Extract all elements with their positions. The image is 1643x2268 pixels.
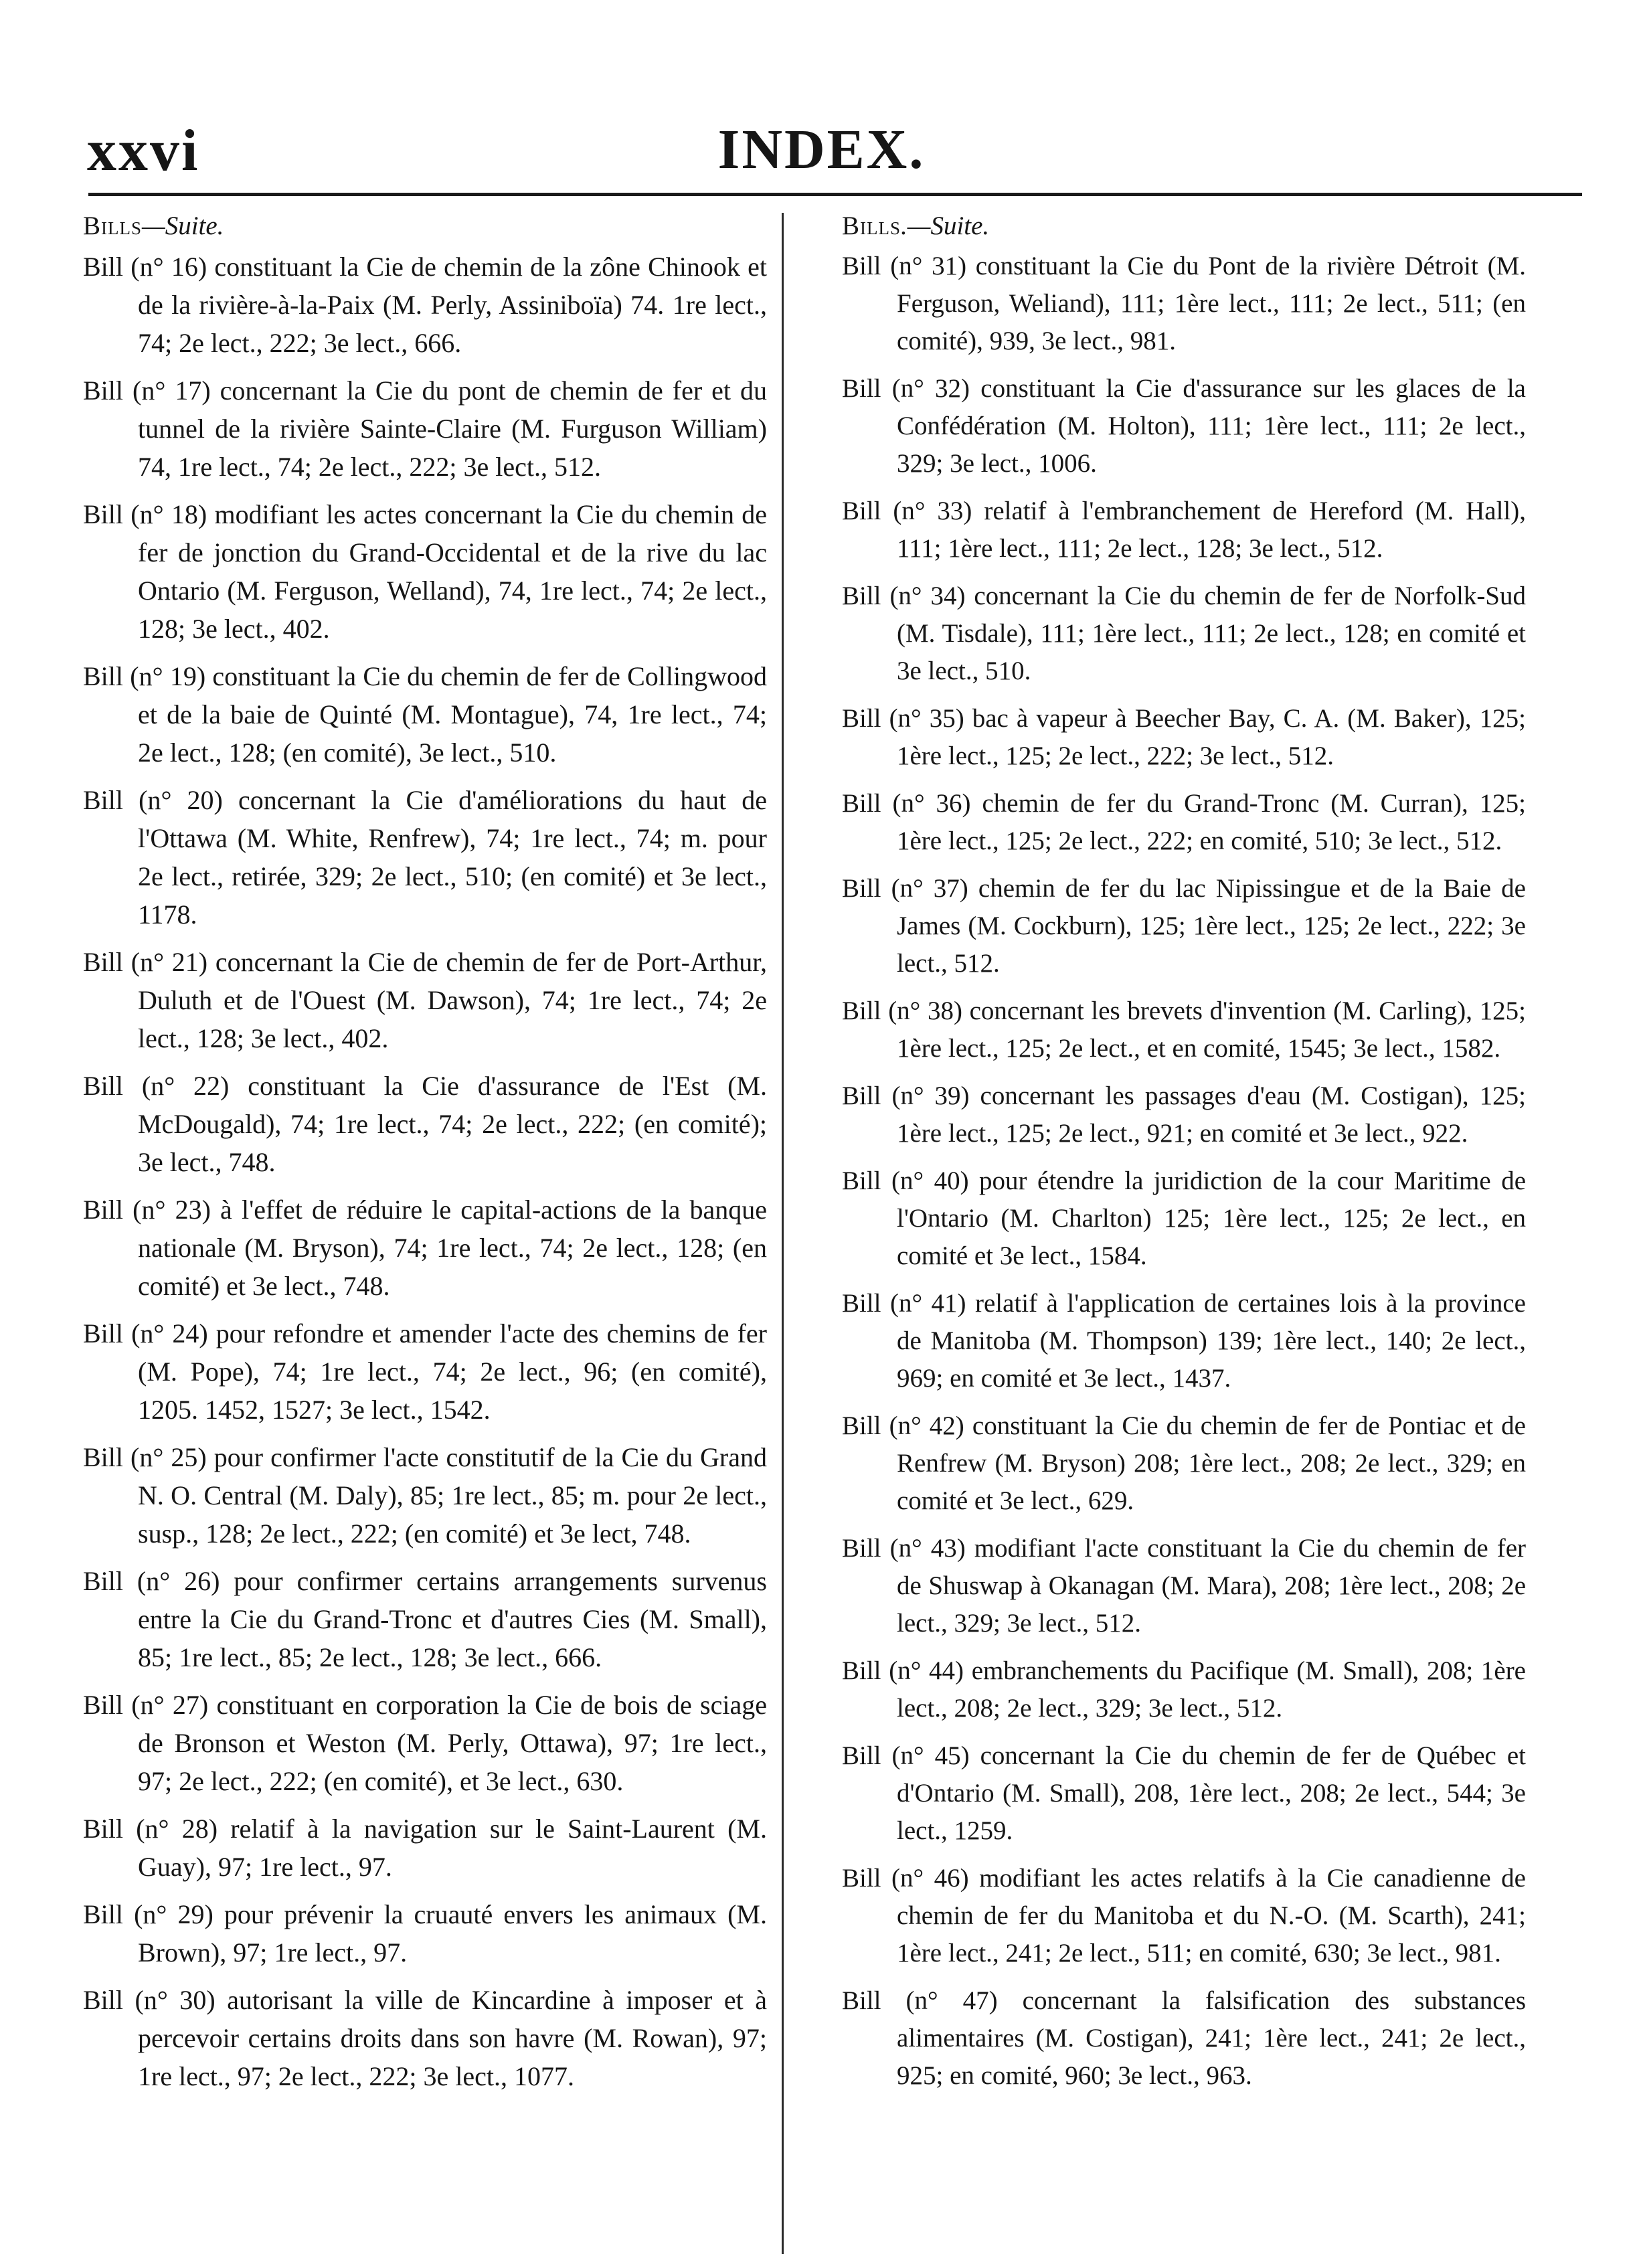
index-entry: Bill (n° 39) concernant les passages d'eau (M. Costigan), 125; 1ère lect., 125; 2e lect., 921; en comité et 3e lect., 922. (842, 1081, 1526, 1148)
index-entry: Bill (n° 26) pour confirmer certains arrangements survenus entre la Cie du Grand-Tronc et d'autres Cies (M. Small), 85; 1re lect., 85; 2e lect., 128; 3e lect., 666. (83, 1566, 767, 1672)
left-heading-suffix: —Suite. (142, 211, 224, 240)
index-entry: Bill (n° 32) constituant la Cie d'assurance sur les glaces de la Confédération (M. Holton), 111; 1ère lect., 111; 2e lect., 329; 3e lect., 1006. (842, 374, 1526, 478)
index-entry: Bill (n° 21) concernant la Cie de chemin de fer de Port-Arthur, Duluth et de l'Ouest (M. Dawson), 74; 1re lect., 74; 2e lect., 128; 3e lect., 402. (83, 947, 767, 1053)
column-divider (782, 213, 784, 2254)
index-entry: Bill (n° 46) modifiant les actes relatifs à la Cie canadienne de chemin de fer du Manitoba et du N.-O. (M. Scarth), 241; 1ère lect., 241; 2e lect., 511; en comité, 630; 3e lect., 981. (842, 1864, 1526, 1968)
index-entry: Bill (n° 18) modifiant les actes concernant la Cie du chemin de fer de jonction du Grand-Occidental et de la rive du lac Ontario (M. Ferguson, Welland), 74, 1re lect., 74; 2e lect., 128; 3e lect., 402. (83, 499, 767, 644)
index-entry: Bill (n° 41) relatif à l'application de certaines lois à la province de Manitoba (M. Thompson) 139; 1ère lect., 140; 2e lect., 969; en comité et 3e lect., 1437. (842, 1289, 1526, 1393)
index-entry: Bill (n° 44) embranchements du Pacifique (M. Small), 208; 1ère lect., 208; 2e lect., 329; 3e lect., 512. (842, 1656, 1526, 1723)
page-title: INDEX. (717, 118, 926, 181)
header-rule (88, 193, 1582, 196)
index-entry: Bill (n° 31) constituant la Cie du Pont de la rivière Détroit (M. Ferguson, Weliand), 111; 1ère lect., 111; 2e lect., 511; (en comité), 939, 3e lect., 981. (842, 252, 1526, 355)
index-entry: Bill (n° 23) à l'effet de réduire le capital-actions de la banque nationale (M. Bryson), 74; 1re lect., 74; 2e lect., 128; (en comité) et 3e lect., 748. (83, 1195, 767, 1301)
index-entry: Bill (n° 24) pour refondre et amender l'acte des chemins de fer (M. Pope), 74; 1re lect., 74; 2e lect., 96; (en comité), 1205. 1452, 1527; 3e lect., 1542. (83, 1318, 767, 1425)
index-entry: Bill (n° 36) chemin de fer du Grand-Tronc (M. Curran), 125; 1ère lect., 125; 2e lect., 222; en comité, 510; 3e lect., 512. (842, 789, 1526, 855)
left-heading-label: Bills (83, 211, 143, 240)
index-entry: Bill (n° 20) concernant la Cie d'améliorations du haut de l'Ottawa (M. White, Renfrew), 74; 1re lect., 74; m. pour 2e lect., retirée, 329; 2e lect., 510; (en comité) et 3e lect., 1178. (83, 785, 767, 930)
index-entry: Bill (n° 27) constituant en corporation la Cie de bois de sciage de Bronson et Weston (M. Perly, Ottawa), 97; 1re lect., 97; 2e lect., 222; (en comité), et 3e lect., 630. (83, 1690, 767, 1796)
index-entry: Bill (n° 33) relatif à l'embranchement de Hereford (M. Hall), 111; 1ère lect., 111; 2e lect., 128; 3e lect., 512. (842, 497, 1526, 563)
index-entry: Bill (n° 35) bac à vapeur à Beecher Bay, C. A. (M. Baker), 125; 1ère lect., 125; 2e lect., 222; 3e lect., 512. (842, 704, 1526, 770)
index-entry: Bill (n° 38) concernant les brevets d'invention (M. Carling), 125; 1ère lect., 125; 2e lect., et en comité, 1545; 3e lect., 1582. (842, 996, 1526, 1063)
index-entry: Bill (n° 34) concernant la Cie du chemin de fer de Norfolk-Sud (M. Tisdale), 111; 1ère lect., 111; 2e lect., 128; en comité et 3e lect., 510. (842, 582, 1526, 685)
index-entry: Bill (n° 29) pour prévenir la cruauté envers les animaux (M. Brown), 97; 1re lect., 97. (83, 1899, 767, 1968)
right-heading-label: Bills (842, 211, 901, 240)
right-heading-suffix: .—Suite. (901, 211, 990, 240)
index-entry: Bill (n° 28) relatif à la navigation sur le Saint-Laurent (M. Guay), 97; 1re lect., 97. (83, 1814, 767, 1882)
index-entry: Bill (n° 17) concernant la Cie du pont de chemin de fer et du tunnel de la rivière Sainte-Claire (M. Furguson William) 74, 1re lect., 74; 2e lect., 222; 3e lect., 512. (83, 375, 767, 482)
index-entry: Bill (n° 37) chemin de fer du lac Nipissingue et de la Baie de James (M. Cockburn), 125; 1ère lect., 125; 2e lect., 222; 3e lect., 512. (842, 874, 1526, 978)
index-entry: Bill (n° 47) concernant la falsification des substances alimentaires (M. Costigan), 241; 1ère lect., 241; 2e lect., 925; en comité, 960; 3e lect., 963. (842, 1986, 1526, 2090)
index-entry: Bill (n° 30) autorisant la ville de Kincardine à imposer et à percevoir certains droits dans son havre (M. Rowan), 97; 1re lect., 97; 2e lect., 222; 3e lect., 1077. (83, 1985, 767, 2091)
right-column-heading (842, 207, 1526, 245)
left-column-heading (83, 207, 767, 245)
right-column (842, 207, 1526, 2105)
index-entry: Bill (n° 42) constituant la Cie du chemin de fer de Pontiac et de Renfrew (M. Bryson) 208; 1ère lect., 208; 2e lect., 329; en comité et 3e lect., 629. (842, 1411, 1526, 1515)
index-entry: Bill (n° 45) concernant la Cie du chemin de fer de Québec et d'Ontario (M. Small), 208, 1ère lect., 208; 2e lect., 544; 3e lect., 1259. (842, 1741, 1526, 1845)
page-number: xxvi (87, 118, 200, 183)
index-entry: Bill (n° 19) constituant la Cie du chemin de fer de Collingwood et de la baie de Quinté (M. Montague), 74, 1re lect., 74; 2e lect., 128; (en comité), 3e lect., 510. (83, 661, 767, 768)
left-column (83, 207, 767, 2105)
index-entry: Bill (n° 22) constituant la Cie d'assurance de l'Est (M. McDougald), 74; 1re lect., 74; 2e lect., 222; (en comité); 3e lect., 748. (83, 1071, 767, 1177)
index-entry: Bill (n° 25) pour confirmer l'acte constitutif de la Cie du Grand N. O. Central (M. Daly), 85; 1re lect., 85; m. pour 2e lect., susp., 128; 2e lect., 222; (en comité) et 3e lect, 748. (83, 1442, 767, 1549)
index-entry: Bill (n° 16) constituant la Cie de chemin de la zône Chinook et de la rivière-à-la-Paix (M. Perly, Assiniboïa) 74. 1re lect., 74; 2e lect., 222; 3e lect., 666. (83, 252, 767, 358)
index-entry: Bill (n° 43) modifiant l'acte constituant la Cie du chemin de fer de Shuswap à Okanagan (M. Mara), 208; 1ère lect., 208; 2e lect., 329; 3e lect., 512. (842, 1534, 1526, 1638)
index-entry: Bill (n° 40) pour étendre la juridiction de la cour Maritime de l'Ontario (M. Charlton) 125; 1ère lect., 125; 2e lect., en comité et 3e lect., 1584. (842, 1166, 1526, 1270)
